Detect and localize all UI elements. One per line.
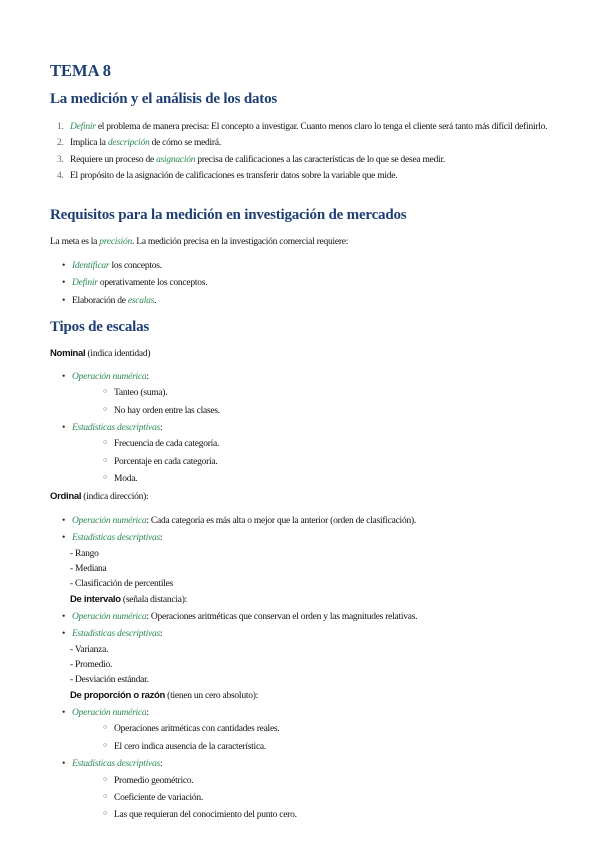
list-item: 4. El propósito de la asignación de calificaciones es transferir datos sobre la variable que mide. bbox=[57, 171, 398, 182]
section1-list bbox=[50, 121, 550, 186]
section-heading-tipos-escalas: Tipos de escalas bbox=[50, 319, 150, 335]
list-item: • Operación numérica: ○ Tanteo (suma). ○ No hay orden entre las clases. bbox=[50, 371, 550, 417]
ordinal-list bbox=[50, 515, 550, 827]
section-heading-medicion: La medición y el análisis de los datos bbox=[50, 91, 278, 107]
list-item: ○ Coeficiente de variación. bbox=[72, 792, 550, 804]
list-item: 3. Requiere un proceso de asignación precisa de calificaciones a las características de lo que se desea medir. bbox=[57, 154, 446, 165]
list-item: ○ Porcentaje en cada categoría. bbox=[72, 456, 550, 468]
list-item: 1. Definir el problema de manera precisa: El concepto a investigar. Cuanto menos claro lo tenga el cliente será tanto más difícil definirlo. bbox=[57, 122, 548, 132]
dash-item: - Desviación estándar. bbox=[70, 675, 149, 686]
list-item: • Elaboración de escalas. bbox=[50, 295, 550, 307]
dash-item: - Clasificación de percentiles bbox=[70, 579, 174, 590]
list-item: ○ No hay orden entre las clases. bbox=[72, 405, 550, 417]
list-item: ○ El cero indica ausencia de la característica. bbox=[72, 741, 550, 753]
page-title: TEMA 8 bbox=[50, 61, 111, 80]
list-item: • Operación numérica: Cada categoría es más alta o mejor que la anterior (orden de clasificación). bbox=[50, 515, 550, 527]
list-item: • Estadísticas descriptivas: ○ Promedio geométrico. ○ Coeficiente de variación. ○ Las que requieran del conocimiento del punto cero. bbox=[50, 758, 550, 821]
ordinal-label: Ordinal (indica dirección): bbox=[50, 491, 149, 502]
dash-item: - Mediana bbox=[70, 564, 107, 575]
list-item: ○ Promedio geométrico. bbox=[72, 775, 550, 787]
list-item: • Estadísticas descriptivas: bbox=[50, 628, 550, 640]
list-item: ○ Operaciones aritméticas con cantidades reales. bbox=[72, 723, 550, 735]
dash-item: - Promedio. bbox=[70, 660, 113, 671]
intervalo-label: De intervalo (señala distancia): bbox=[70, 593, 187, 605]
list-item: ○ Frecuencia de cada categoría. bbox=[72, 438, 550, 450]
list-item: • Identificar los conceptos. bbox=[50, 260, 550, 272]
section2-intro: La meta es la precisión. La medición precisa en la investigación comercial requiere: bbox=[50, 237, 349, 247]
list-item: • Operación numérica: ○ Operaciones aritméticas con cantidades reales. ○ El cero indica ausencia de la característica. bbox=[50, 707, 550, 753]
list-item: ○ Tanteo (suma). bbox=[72, 387, 550, 399]
proporcion-label: De proporción o razón (tienen un cero absoluto): bbox=[70, 689, 259, 701]
list-item: ○ Moda. bbox=[72, 473, 550, 485]
nominal-list bbox=[50, 371, 550, 490]
list-item: • Operación numérica: Operaciones aritméticas que conservan el orden y las magnitudes relativas. bbox=[50, 611, 550, 623]
list-item: • Definir operativamente los conceptos. bbox=[50, 277, 550, 289]
section2-list bbox=[50, 260, 550, 312]
list-item: ○ Las que requieran del conocimiento del punto cero. bbox=[72, 809, 550, 821]
list-item: • Estadísticas descriptivas: bbox=[50, 532, 550, 544]
section-heading-requisitos: Requisitos para la medición en investigación de mercados bbox=[50, 207, 407, 223]
list-item: 2. Implica la descripción de cómo se medirá. bbox=[57, 138, 221, 149]
list-item: • Estadísticas descriptivas: ○ Frecuencia de cada categoría. ○ Porcentaje en cada categoría. ○ Moda. bbox=[50, 422, 550, 485]
dash-item: - Rango bbox=[70, 548, 99, 559]
nominal-label: Nominal (indica identidad) bbox=[50, 348, 151, 359]
dash-item: - Varianza. bbox=[70, 644, 109, 655]
